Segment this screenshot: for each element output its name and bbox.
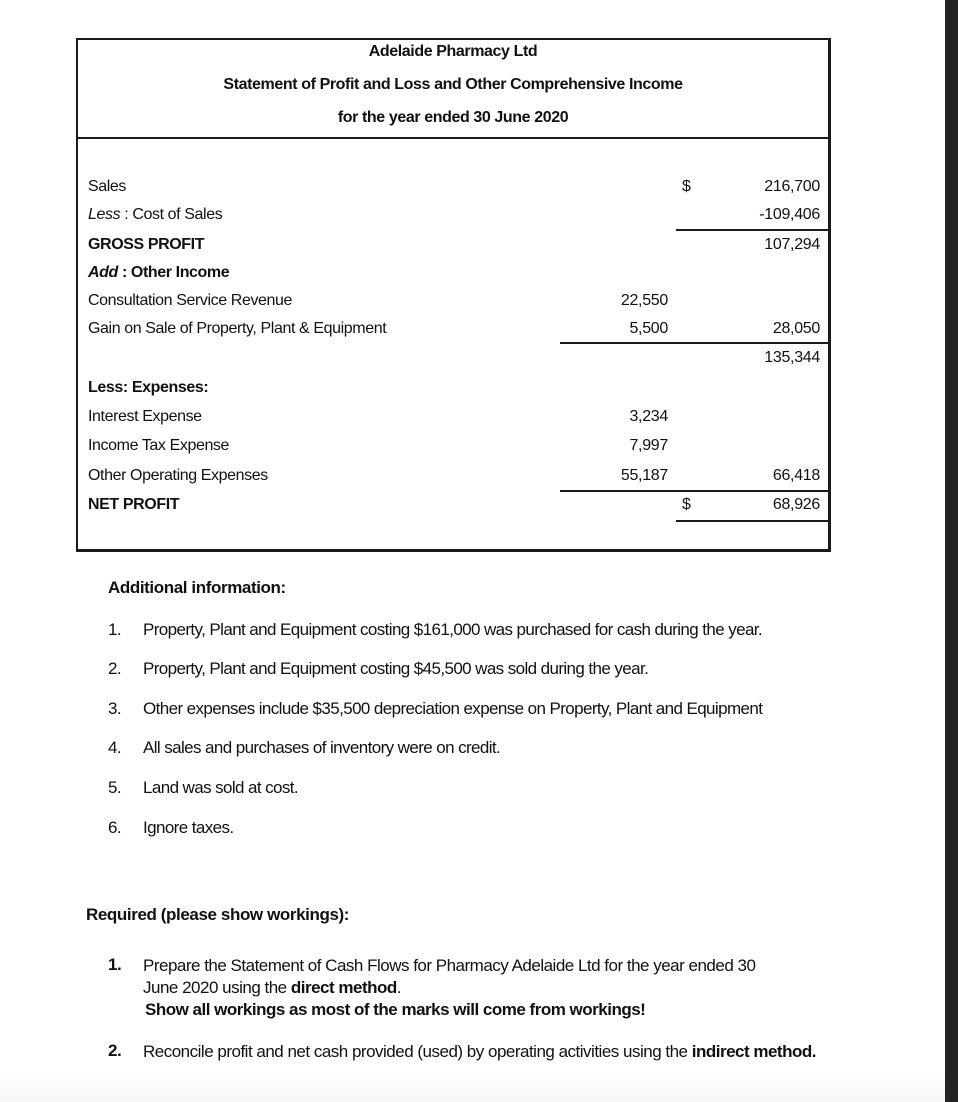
- item-number: 1.: [108, 955, 122, 974]
- item-text: [143, 1041, 816, 1063]
- profit-loss-statement: [76, 38, 831, 552]
- item-text: Property, Plant and Equipment costing $161,000 was purchased for cash during the year.: [143, 620, 763, 639]
- workings-instruction: Show all workings as most of the marks will come from workings!: [145, 1000, 646, 1019]
- net-profit-amount: 68,926: [772, 496, 820, 513]
- gain-on-sale-amount: 5,500: [629, 320, 668, 337]
- other-operating-expenses-label: Other Operating Expenses: [88, 467, 268, 484]
- gross-profit-label: GROSS PROFIT: [88, 236, 205, 253]
- info-item: [108, 620, 762, 640]
- expenses-total: 66,418: [772, 467, 820, 484]
- item-number: 2.: [108, 1041, 122, 1060]
- text-run: .: [396, 978, 401, 997]
- emphasis-direct-method: direct method: [290, 978, 397, 997]
- other-income-text: : Other Income: [117, 264, 230, 281]
- info-item: [108, 818, 233, 838]
- item-text: All sales and purchases of inventory were on credit.: [143, 738, 501, 757]
- gross-profit-amount: 107,294: [764, 236, 820, 253]
- statement-header: [78, 40, 828, 139]
- info-item: [108, 778, 298, 798]
- item-text: Property, Plant and Equipment costing $45,500 was sold during the year.: [143, 659, 649, 678]
- required-title: Required (please show workings):: [86, 905, 350, 924]
- cost-of-sales-text: : Cost of Sales: [120, 206, 223, 223]
- text-run: Reconcile profit and net cash provided (used) by operating activities using the: [143, 1042, 692, 1061]
- income-tax-expense-label: Income Tax Expense: [88, 437, 230, 454]
- item-text: [143, 955, 755, 1021]
- item-line: Prepare the Statement of Cash Flows for Pharmacy Adelaide Ltd for the year ended 30: [143, 956, 756, 975]
- item-line: [143, 977, 755, 999]
- item-text: Other expenses include $35,500 depreciation expense on Property, Plant and Equipment: [143, 699, 763, 718]
- interest-expense-label: Interest Expense: [88, 408, 202, 425]
- item-number: 6.: [108, 818, 121, 837]
- consultation-revenue-amount: 22,550: [620, 292, 668, 309]
- subtotal-rule: [560, 490, 828, 492]
- item-number: 2.: [108, 659, 121, 678]
- consultation-revenue-label: Consultation Service Revenue: [88, 292, 293, 309]
- window-edge-scrollbar[interactable]: [945, 0, 958, 1102]
- income-tax-expense-amount: 7,997: [629, 437, 668, 454]
- cost-of-sales-amount: -109,406: [759, 206, 820, 223]
- company-name: Adelaide Pharmacy Ltd: [368, 43, 538, 60]
- sales-label: Sales: [88, 178, 127, 195]
- expenses-heading: Less: Expenses:: [88, 379, 209, 396]
- interest-expense-amount: 3,234: [629, 408, 668, 425]
- gain-on-sale-label: Gain on Sale of Property, Plant & Equipment: [88, 320, 387, 337]
- other-operating-expenses-amount: 55,187: [620, 467, 668, 484]
- subtotal-rule: [676, 229, 828, 231]
- statement-title: Statement of Profit and Loss and Other Comprehensive Income: [223, 76, 683, 93]
- net-profit-label: NET PROFIT: [88, 496, 180, 513]
- item-number: 4.: [108, 738, 121, 757]
- income-subtotal: 135,344: [764, 349, 820, 366]
- sales-currency: $: [682, 178, 691, 195]
- emphasis-indirect-method: indirect method.: [691, 1042, 816, 1061]
- net-profit-currency: $: [682, 496, 691, 513]
- additional-info-title: Additional information:: [108, 578, 286, 597]
- cost-of-sales-label: [88, 206, 222, 224]
- subtotal-rule: [560, 342, 828, 344]
- other-income-total: 28,050: [772, 320, 820, 337]
- total-rule: [676, 520, 828, 522]
- other-income-heading: [88, 264, 229, 282]
- info-item: [108, 738, 500, 758]
- item-number: 1.: [108, 620, 121, 639]
- item-number: 3.: [108, 699, 121, 718]
- item-text: Land was sold at cost.: [143, 778, 299, 797]
- less-prefix: Less: [88, 206, 121, 223]
- sales-amount: 216,700: [764, 178, 820, 195]
- item-text: Ignore taxes.: [143, 818, 234, 837]
- info-item: [108, 699, 762, 719]
- add-prefix: Add: [88, 264, 118, 281]
- text-run: June 2020 using the: [143, 978, 291, 997]
- info-item: [108, 659, 648, 679]
- item-number: 5.: [108, 778, 121, 797]
- statement-period: for the year ended 30 June 2020: [337, 109, 569, 126]
